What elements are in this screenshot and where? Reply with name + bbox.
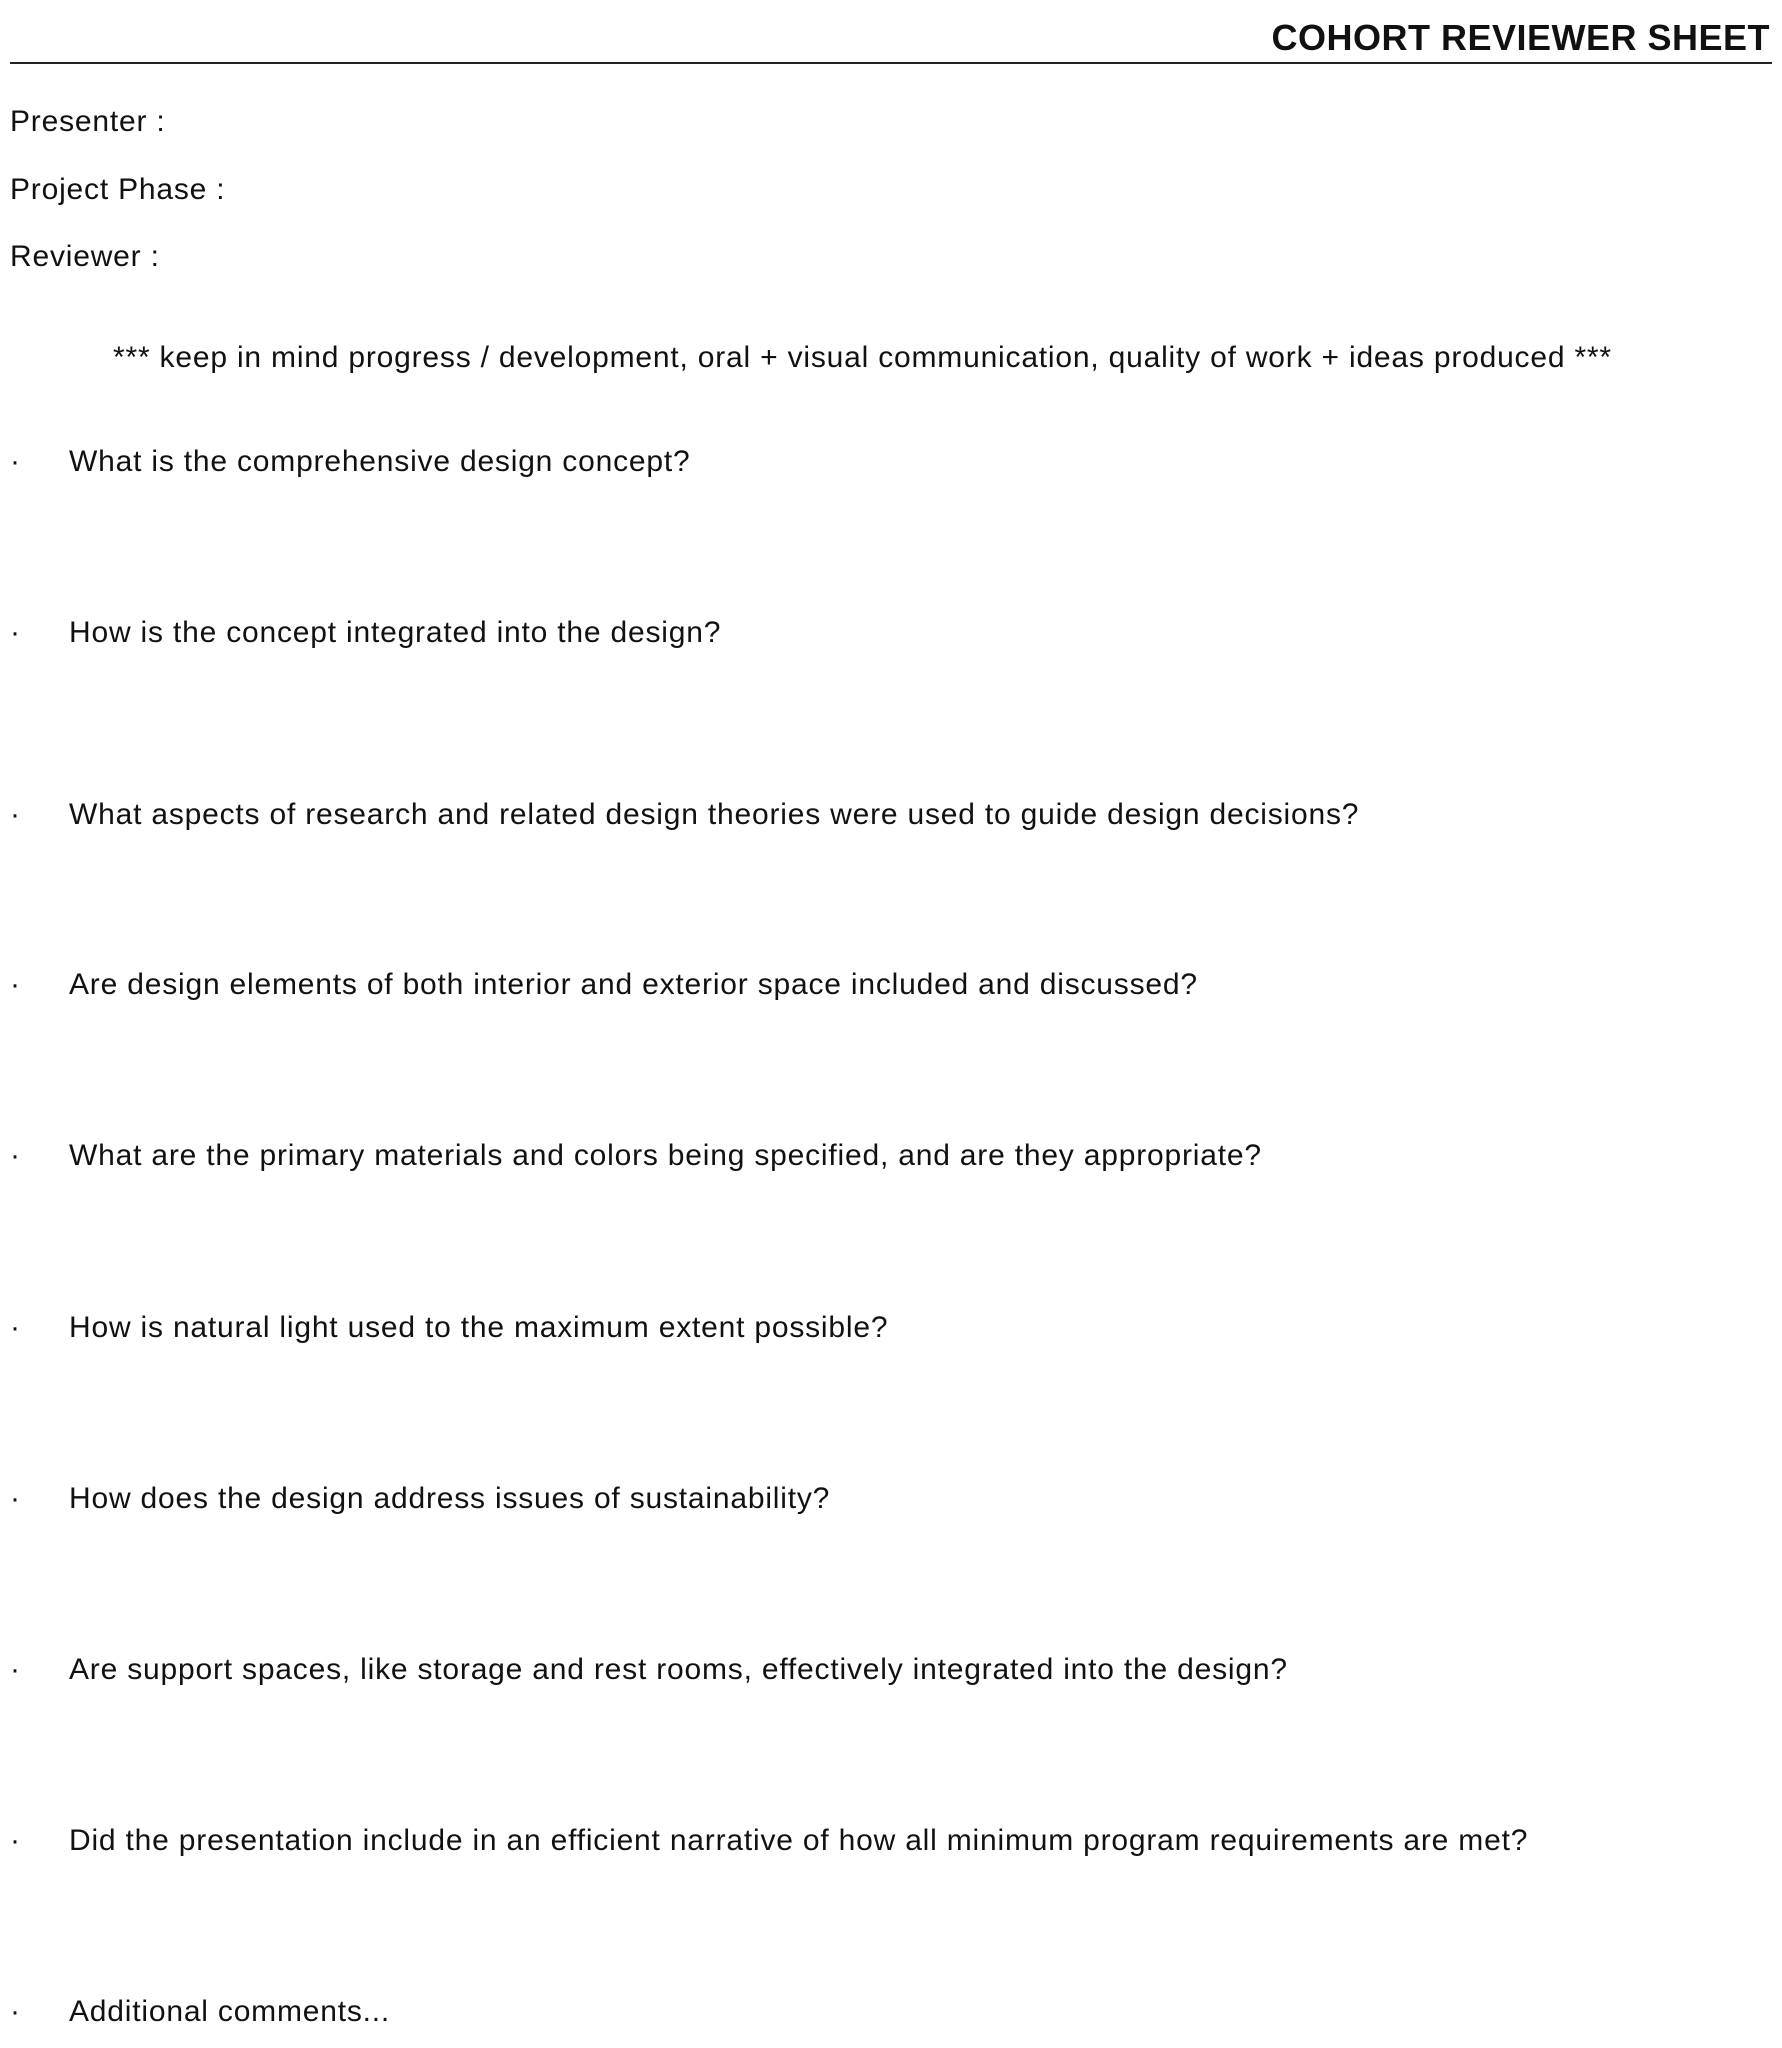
bullet-icon: ·	[10, 445, 20, 478]
presenter-label: Presenter :	[10, 105, 166, 138]
bullet-icon: ·	[10, 1824, 20, 1857]
bullet-icon: ·	[10, 616, 20, 649]
question-item	[0, 1994, 1782, 2030]
question-item	[0, 1481, 1782, 1517]
question-text: What are the primary materials and colors being specified, and are they appropriate?	[69, 1139, 1262, 1172]
question-text: How is the concept integrated into the design?	[69, 616, 722, 649]
bullet-icon: ·	[10, 1139, 20, 1172]
question-text: What aspects of research and related design theories were used to guide design decisions?	[69, 798, 1360, 831]
bullet-icon: ·	[10, 798, 20, 831]
question-item	[0, 1310, 1782, 1346]
question-text: Are design elements of both interior and exterior space included and discussed?	[69, 968, 1198, 1001]
project-phase-label: Project Phase :	[10, 173, 226, 206]
question-item	[0, 615, 1782, 651]
bullet-icon: ·	[10, 968, 20, 1001]
question-item	[0, 967, 1782, 1003]
reviewer-label: Reviewer :	[10, 240, 160, 273]
question-text: Additional comments...	[69, 1995, 391, 2028]
title-divider	[10, 62, 1772, 64]
question-text: Are support spaces, like storage and rest rooms, effectively integrated into the design?	[69, 1653, 1288, 1686]
bullet-icon: ·	[10, 1995, 20, 2028]
sheet-title: COHORT REVIEWER SHEET	[1271, 17, 1770, 58]
question-item	[0, 1138, 1782, 1174]
bullet-icon: ·	[10, 1653, 20, 1686]
question-text: How does the design address issues of sustainability?	[69, 1482, 831, 1515]
question-item	[0, 1823, 1782, 1859]
question-item	[0, 1652, 1782, 1688]
bullet-icon: ·	[10, 1311, 20, 1344]
question-text: Did the presentation include in an efficient narrative of how all minimum program requirements are met?	[69, 1824, 1529, 1857]
question-item	[0, 444, 1782, 480]
question-text: What is the comprehensive design concept?	[69, 445, 691, 478]
question-text: How is natural light used to the maximum extent possible?	[69, 1311, 889, 1344]
question-item	[0, 797, 1782, 833]
reminder-note: *** keep in mind progress / development, oral + visual communication, quality of work + ideas produced ***	[113, 341, 1612, 374]
bullet-icon: ·	[10, 1482, 20, 1515]
